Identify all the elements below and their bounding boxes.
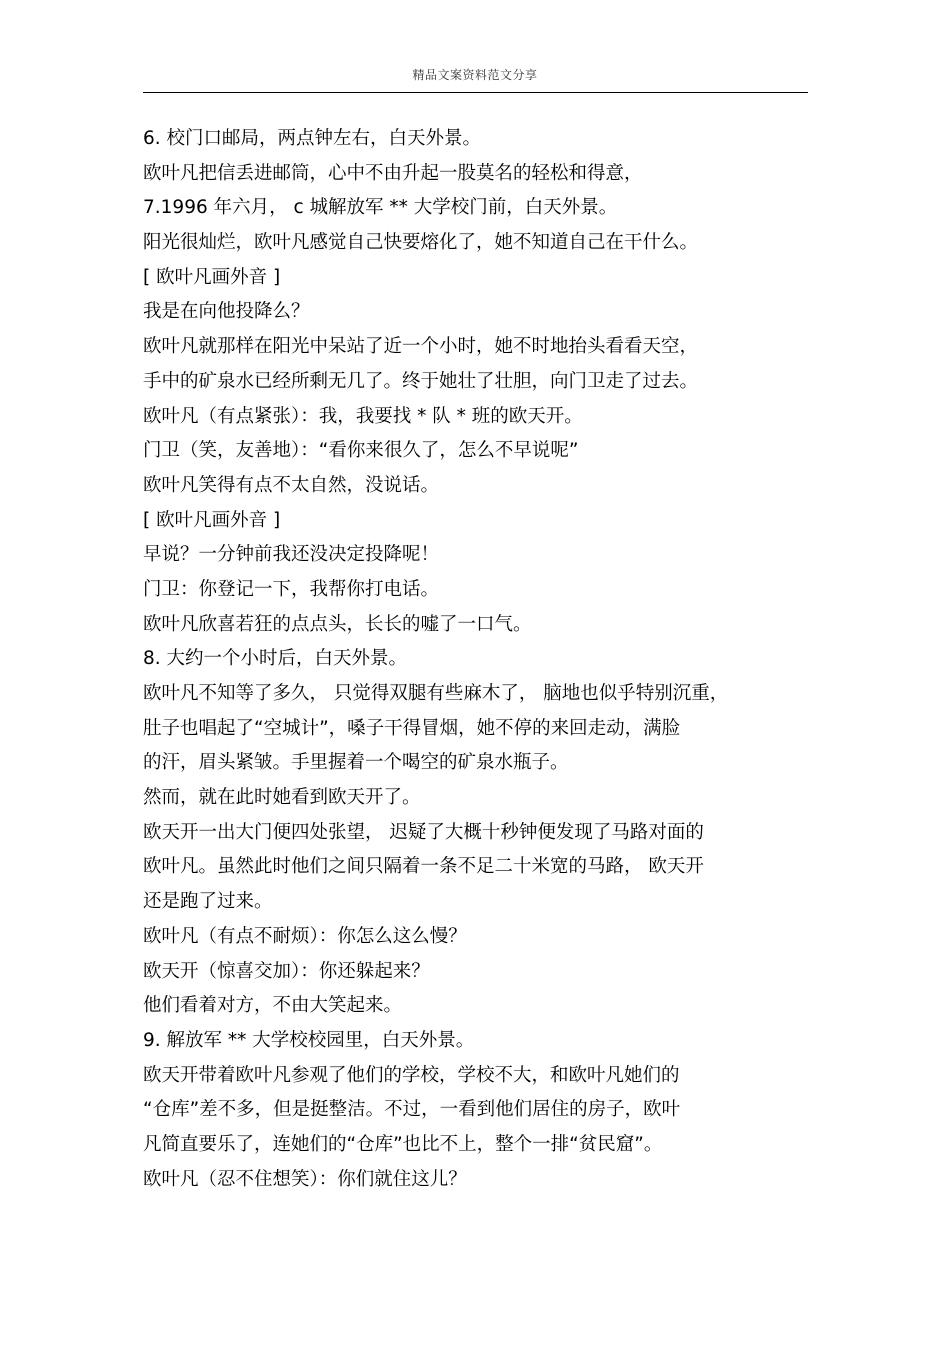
text-line: 欧叶凡。虽然此时他们之间只隔着一条不足二十米宽的马路， 欧天开: [143, 856, 704, 878]
text-line: 欧叶凡（有点紧张）：我，我要找 * 队 * 班的欧天开。: [143, 405, 583, 427]
text-line: 欧叶凡把信丢进邮筒，心中不由升起一股莫名的轻松和得意，: [143, 162, 643, 184]
text-line: 欧叶凡就那样在阳光中呆站了近一个小时，她不时地抬头看看天空，: [143, 336, 699, 358]
text-line: 手中的矿泉水已经所剩无几了。终于她壮了壮胆，向门卫走了过去。: [143, 370, 699, 392]
text-line: 欧天开一出大门便四处张望， 迟疑了大概十秒钟便发现了马路对面的: [143, 821, 704, 843]
text-line: 门卫：你登记一下，我帮你打电话。: [143, 578, 440, 600]
text-line: 欧叶凡（有点不耐烦）：你怎么这么慢？: [143, 925, 467, 947]
text-line: 欧叶凡不知等了多久， 只觉得双腿有些麻木了， 脑地也似乎特别沉重，: [143, 683, 729, 704]
text-line: 的汗，眉头紧皱。手里握着一个喝空的矿泉水瓶子。: [143, 752, 569, 774]
text-line: 凡简直要乐了，连她们的“仓库”也比不上，整个一排“贫民窟”。: [143, 1133, 663, 1155]
text-line: 8. 大约一个小时后，白天外景。: [143, 648, 408, 670]
text-line: 欧天开（惊喜交加）：你还躲起来？: [143, 960, 430, 982]
text-line: 阳光很灿烂，欧叶凡感觉自己快要熔化了，她不知道自己在干什么。: [143, 232, 699, 254]
header-divider: [143, 92, 808, 93]
text-line: 然而，就在此时她看到欧天开了。: [143, 787, 421, 809]
text-line: 欧叶凡（忍不住想笑）：你们就住这儿？: [143, 1168, 467, 1190]
page-header: 精品文案资料范文分享: [412, 68, 538, 82]
text-line: 早说？一分钟前我还没决定投降呢！: [143, 544, 440, 566]
text-line: 6. 校门口邮局，两点钟左右，白天外景。: [143, 128, 482, 149]
text-line: 7.1996 年六月， c 城解放军 ** 大学校门前，白天外景。: [143, 197, 618, 219]
text-line: 门卫（笑，友善地）：“看你来很久了，怎么不早说呢”: [143, 440, 579, 462]
document-body: [143, 122, 813, 1197]
text-line: 欧叶凡笑得有点不太自然，没说话。: [143, 474, 440, 496]
text-line: [ 欧叶凡画外音 ]: [143, 509, 281, 531]
text-line: 肚子也唱起了“空城计”，嗓子干得冒烟，她不停的来回走动，满脸: [143, 717, 681, 739]
text-line: 还是跑了过来。: [143, 891, 273, 913]
text-line: 欧天开带着欧叶凡参观了他们的学校，学校不大，和欧叶凡她们的: [143, 1064, 680, 1086]
text-line: [ 欧叶凡画外音 ]: [143, 266, 281, 288]
text-line: 他们看着对方，不由大笑起来。: [143, 995, 403, 1017]
text-line: 9. 解放军 ** 大学校校园里，白天外景。: [143, 1029, 475, 1051]
text-line: 我是在向他投降么？: [143, 301, 310, 323]
text-line: 欧叶凡欣喜若狂的点点头，长长的嘘了一口气。: [143, 613, 532, 635]
text-line: “仓库”差不多，但是挺整洁。不过，一看到他们居住的房子，欧叶: [143, 1099, 681, 1121]
